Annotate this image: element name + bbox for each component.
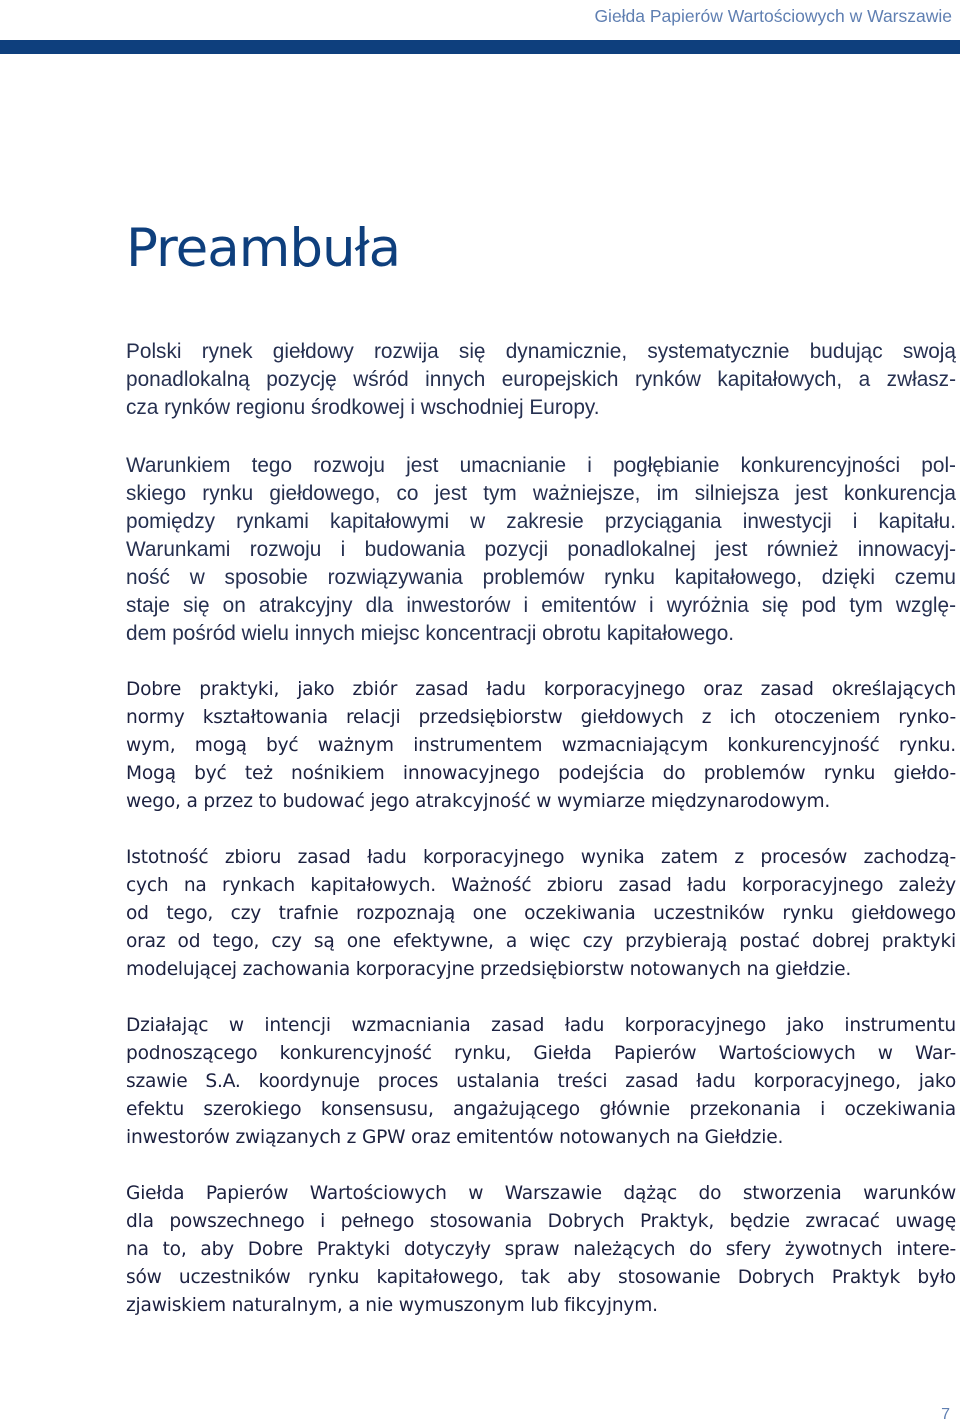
paragraph: [126, 338, 956, 422]
text-line: cza rynków regionu środkowej i wschodniej Europy.: [126, 396, 600, 419]
text-line: Warunkiem tego rozwoju jest umacnianie i pogłębianie konkurencyjności pol-: [126, 454, 956, 477]
text-line: wego, a przez to budować jego atrakcyjność w wymiarze międzynarodowym.: [126, 791, 831, 812]
text-line: efektu szerokiego konsensusu, angażującego głównie przekonania i oczekiwania: [126, 1099, 956, 1120]
running-header: Giełda Papierów Wartościowych w Warszawie: [594, 6, 952, 26]
paragraph: [126, 676, 956, 816]
paragraph: [126, 1012, 956, 1152]
text-line: inwestorów związanych z GPW oraz emitentów notowanych na Giełdzie.: [126, 1127, 784, 1148]
text-line: skiego rynku giełdowego, co jest tym ważniejsze, im silniejsza jest konkurencja: [126, 482, 956, 505]
text-line: od tego, czy trafnie rozpoznają one oczekiwania uczestników rynku giełdowego: [126, 903, 956, 924]
text-line: Warunkami rozwoju i budowania pozycji ponadlokalnej jest również innowacyj-: [126, 538, 956, 561]
header-rule: [0, 40, 960, 54]
text-line: szawie S.A. koordynuje proces ustalania treści zasad ładu korporacyjnego, jako: [126, 1071, 956, 1092]
paragraph: [126, 844, 956, 984]
text-line: na to, aby Dobre Praktyki dotyczyły spraw należących do sfery żywotnych intere-: [126, 1239, 956, 1260]
text-line: Istotność zbioru zasad ładu korporacyjnego wynika zatem z procesów zachodzą-: [126, 847, 956, 868]
text-line: podnoszącego konkurencyjność rynku, Giełda Papierów Wartościowych w War-: [126, 1043, 956, 1064]
text-line: wym, mogą być ważnym instrumentem wzmacniającym konkurencyjność rynku.: [126, 735, 956, 756]
text-line: ność w sposobie rozwiązywania problemów rynku kapitałowego, dzięki czemu: [126, 566, 956, 589]
text-line: cych na rynkach kapitałowych. Ważność zbioru zasad ładu korporacyjnego zależy: [126, 875, 956, 896]
text-line: sów uczestników rynku kapitałowego, tak aby stosowanie Dobrych Praktyk było: [126, 1267, 956, 1288]
paragraph: [126, 452, 956, 648]
page-number: 7: [941, 1406, 950, 1423]
text-line: ponadlokalną pozycję wśród innych europejskich rynków kapitałowych, a zwłasz-: [126, 368, 956, 391]
text-line: Polski rynek giełdowy rozwija się dynamicznie, systematycznie budując swoją: [126, 340, 956, 363]
paragraph: [126, 1180, 956, 1320]
text-line: Działając w intencji wzmacniania zasad ładu korporacyjnego jako instrumentu: [126, 1015, 956, 1036]
page-title: Preambuła: [126, 218, 401, 279]
text-line: oraz od tego, czy są one efektywne, a więc czy przybierają postać dobrej praktyki: [126, 931, 956, 952]
text-line: staje się on atrakcyjny dla inwestorów i emitentów i wyróżnia się pod tym wzglę-: [126, 594, 956, 617]
text-line: Dobre praktyki, jako zbiór zasad ładu korporacyjnego oraz zasad określających: [126, 679, 956, 700]
text-line: normy kształtowania relacji przedsiębiorstw giełdowych z ich otoczeniem rynko-: [126, 707, 956, 728]
text-line: pomiędzy rynkami kapitałowymi w zakresie przyciągania inwestycji i kapitału.: [126, 510, 956, 533]
text-line: dla powszechnego i pełnego stosowania Dobrych Praktyk, będzie zwracać uwagę: [126, 1211, 956, 1232]
text-line: zjawiskiem naturalnym, a nie wymuszonym lub fikcyjnym.: [126, 1295, 658, 1316]
text-line: dem pośród wielu innych miejsc koncentracji obrotu kapitałowego.: [126, 622, 735, 645]
text-line: Giełda Papierów Wartościowych w Warszawie dążąc do stworzenia warunków: [126, 1183, 956, 1204]
text-line: modelującej zachowania korporacyjne przedsiębiorstw notowanych na giełdzie.: [126, 959, 852, 980]
text-line: Mogą być też nośnikiem innowacyjnego podejścia do problemów rynku giełdo-: [126, 763, 956, 784]
